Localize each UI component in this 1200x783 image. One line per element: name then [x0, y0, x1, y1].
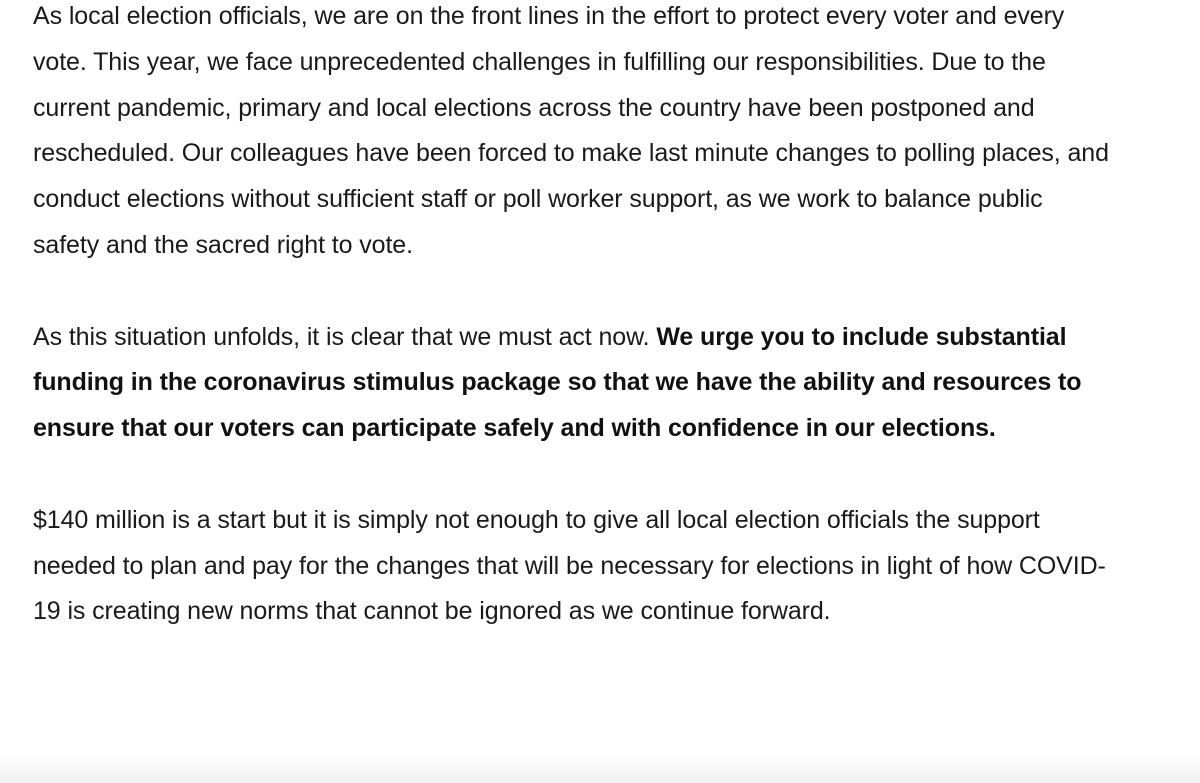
paragraph-1: As local election officials, we are on the front lines in the effort to protect every voter and every vote. This year, we face unprecedented challenges in fulfilling our responsibilities. Due to the current pandemic, primary and local elections across the country have been postponed and rescheduled. Our colleagues have been forced to make last minute changes to polling places, and conduct elections without sufficient staff or poll worker support, as we work to balance public safety and the sacred right to vote.: [33, 2, 1109, 259]
paragraph-2-emphasis: We urge you to include substantial funding in the coronavirus stimulus package so that we have the ability and resources to ensure that our voters can participate safely and with confidence in our elections.: [33, 322, 1082, 443]
paragraph-2-intro: As this situation unfolds, it is clear that we must act now.: [33, 322, 657, 351]
article-body: [33, 0, 1113, 681]
paragraph-2: [33, 315, 1113, 452]
bottom-fade: [0, 753, 1200, 783]
paragraph-3: $140 million is a start but it is simply not enough to give all local election officials the support needed to plan and pay for the changes that will be necessary for elections in light of how COVID-19 is creating new norms that cannot be ignored as we continue forward.: [33, 505, 1106, 626]
